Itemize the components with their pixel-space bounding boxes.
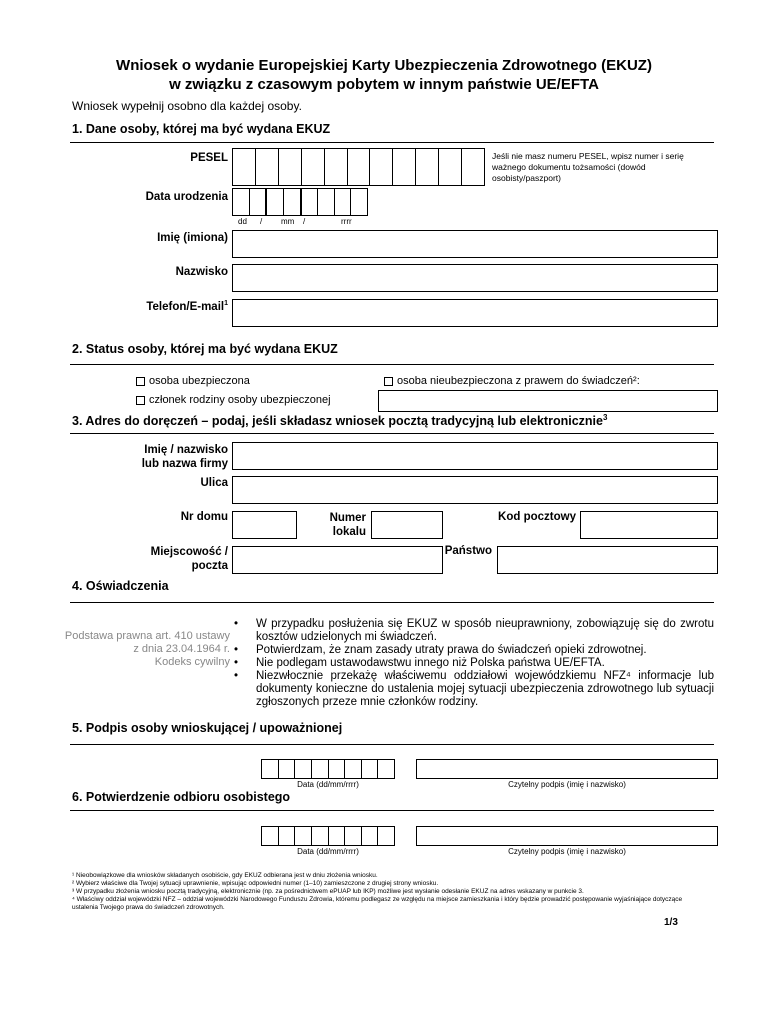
pesel-input[interactable]: [232, 148, 485, 186]
legal-basis: Podstawa prawna art. 410 ustawy z dnia 23.04.1964 r. Kodeks cywilny: [64, 630, 230, 668]
section3-rule: [70, 433, 714, 434]
signature-date-input[interactable]: [261, 759, 395, 779]
city-label: Miejscowość / poczta: [150, 546, 228, 572]
pickup-date-caption: Data (dd/mm/rrrr): [297, 847, 359, 856]
form-title-line1: Wniosek o wydanie Europejskiej Karty Ubezpieczenia Zdrowotnego (EKUZ): [116, 57, 652, 74]
footnote: ³ W przypadku złożenia wniosku pocztą tradycyjną, elektronicznie (np. za pośrednictwem ePUAP lub IKP) możliwe jest wysłanie odesłanie EKUZ na adres wskazany w punkcie 3.: [72, 888, 584, 895]
postcode-label: Kod pocztowy: [498, 511, 576, 523]
declaration-item: • Potwierdzam, że znam zasady utraty prawa do świadczeń opieki zdrowotnej.: [232, 644, 714, 657]
section1-heading: 1. Dane osoby, której ma być wydana EKUZ: [72, 122, 331, 136]
checkbox-family-member[interactable]: [136, 396, 145, 405]
recipient-name-input[interactable]: [232, 442, 718, 470]
flat-number-input[interactable]: [371, 511, 443, 539]
page-number: 1/3: [664, 917, 678, 928]
declaration-item: • W przypadku posłużenia się EKUZ w sposób nieuprawniony, zobowiązuję się do zwrotu kosztów udzielonych mi świadczeń.: [232, 618, 714, 644]
footnote: ⁴ Właściwy oddział wojewódzki NFZ – oddział wojewódzki Narodowego Funduszu Zdrowia, któremu podlegasz ze względu na miejsce zamieszkania i który będzie prowadzić postępowanie wyjaśniające dotyczące ustalenia Twojego prawa do świadczeń zdrowotnych.: [72, 896, 683, 911]
birth-date-input[interactable]: [232, 188, 368, 216]
section1-rule: [70, 142, 714, 143]
form-instruction: Wniosek wypełnij osobno dla każdej osoby.: [72, 99, 302, 113]
declaration-item: • Nie podlegam ustawodawstwu innego niż Polska państwa UE/EFTA.: [232, 657, 714, 670]
street-label: Ulica: [200, 477, 228, 489]
birth-hint-sep1: /: [260, 217, 263, 226]
recipient-name-label: Imię / nazwisko lub nazwa firmy: [141, 444, 228, 470]
house-number-label: Nr domu: [180, 511, 228, 523]
phone-input[interactable]: [232, 299, 718, 327]
birth-hint-sep2: /: [303, 217, 306, 226]
birth-hint-dd: dd: [238, 217, 247, 226]
country-label: Państwo: [444, 545, 492, 557]
pesel-label: PESEL: [190, 152, 228, 164]
checkbox-uninsured[interactable]: [384, 377, 393, 386]
country-input[interactable]: [497, 546, 718, 574]
section4-rule: [70, 602, 714, 603]
birth-date-label: Data urodzenia: [145, 191, 228, 203]
birth-hint-mm: mm: [281, 217, 295, 226]
option-uninsured[interactable]: osoba nieubezpieczona z prawem do świadczeń²:: [384, 375, 640, 387]
house-number-input[interactable]: [232, 511, 297, 539]
footnote: ² Wybierz właściwe dla Twojej sytuacji uprawnienie, wpisując odpowiedni numer (1–10) zamieszczone z drugiej strony wniosku.: [72, 880, 439, 887]
city-input[interactable]: [232, 546, 443, 574]
section5-rule: [70, 744, 714, 745]
option-family-member[interactable]: członek rodziny osoby ubezpieczonej: [136, 394, 331, 406]
section2-rule: [70, 364, 714, 365]
pickup-signature-caption: Czytelny podpis (imię i nazwisko): [508, 847, 626, 856]
surname-input[interactable]: [232, 264, 718, 292]
surname-label: Nazwisko: [175, 266, 228, 278]
entitlement-number-input[interactable]: [378, 390, 718, 412]
section4-heading: 4. Oświadczenia: [72, 579, 169, 593]
birth-hint-rrrr: rrrr: [341, 217, 352, 226]
section6-rule: [70, 810, 714, 811]
section3-heading: 3. Adres do doręczeń – podaj, jeśli składasz wniosek pocztą tradycyjną lub elektronicznie$^3$: [72, 413, 608, 429]
postcode-input[interactable]: [580, 511, 718, 539]
signature-date-caption: Data (dd/mm/rrrr): [297, 780, 359, 789]
first-name-label: Imię (imiona): [157, 232, 228, 244]
section6-heading: 6. Potwierdzenie odbioru osobistego: [72, 790, 291, 804]
street-input[interactable]: [232, 476, 718, 504]
pesel-note: Jeśli nie masz numeru PESEL, wpisz numer i serię ważnego dokumentu tożsamości (dowód osobisty/paszport): [492, 151, 684, 183]
first-name-input[interactable]: [232, 230, 718, 258]
signature-caption: Czytelny podpis (imię i nazwisko): [508, 780, 626, 789]
form-title-line2: w związku z czasowym pobytem w innym państwie UE/EFTA: [169, 76, 599, 93]
declaration-item: • Niezwłocznie przekażę właściwemu oddziałowi wojewódzkiemu NFZ⁴ informacje lub dokumenty konieczne do ustalenia mojej sytuacji ubezpieczenia zdrowotnego lub sytuacji zgłoszonych przeze mnie członków rodziny.: [232, 670, 714, 709]
option-insured[interactable]: osoba ubezpieczona: [136, 375, 250, 387]
signature-input[interactable]: [416, 759, 718, 779]
checkbox-insured[interactable]: [136, 377, 145, 386]
footnote: ¹ Nieobowiązkowe dla wniosków składanych osobiście, gdy EKUZ odbierana jest w dniu złożenia wniosku.: [72, 872, 378, 879]
phone-label: Telefon/E-mail$^1$: [146, 300, 228, 313]
declarations-list: [232, 618, 714, 709]
section2-heading: 2. Status osoby, której ma być wydana EKUZ: [72, 342, 338, 356]
section5-heading: 5. Podpis osoby wnioskującej / upoważnionej: [72, 721, 343, 735]
pickup-signature-input[interactable]: [416, 826, 718, 846]
footnotes: [72, 872, 704, 912]
pickup-date-input[interactable]: [261, 826, 395, 846]
flat-number-label: Numer lokalu: [329, 512, 366, 538]
